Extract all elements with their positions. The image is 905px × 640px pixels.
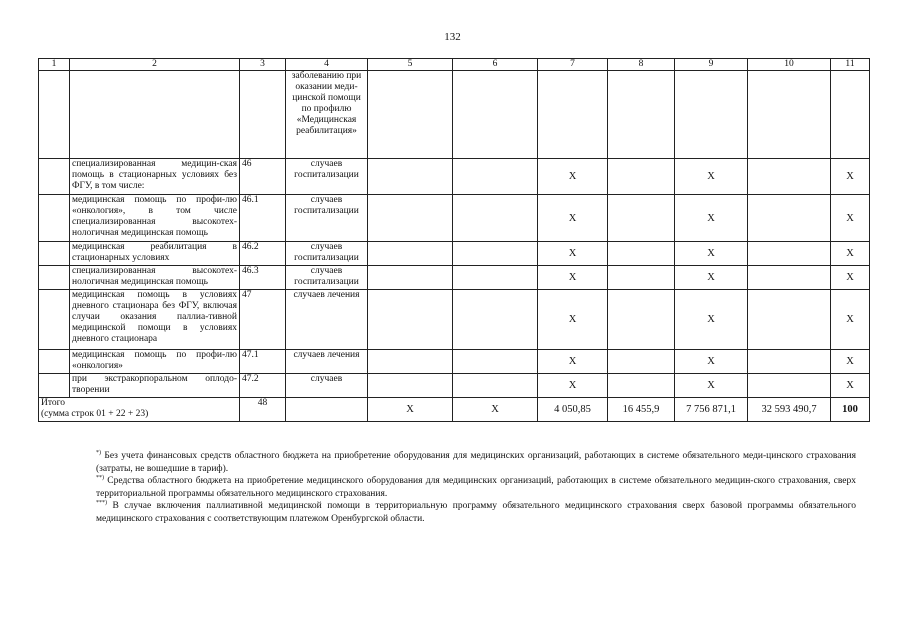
total-row bbox=[39, 398, 870, 422]
cell-col11: X bbox=[831, 159, 870, 195]
cell-col9: X bbox=[675, 195, 748, 242]
row-code: 47 bbox=[240, 290, 286, 350]
cell-col9: X bbox=[675, 374, 748, 398]
row-label: медицинская помощь по профи-лю «онкология», в том числе специализированная высокотех-нологичная медицинская помощь bbox=[70, 195, 240, 242]
cell-col7: X bbox=[538, 290, 608, 350]
financing-table bbox=[38, 58, 870, 422]
row-unit: заболеванию при оказании меди-цинской помощи по профилю «Медицинская реабилитация» bbox=[286, 71, 368, 159]
total-col5: X bbox=[368, 398, 453, 422]
header-row bbox=[39, 59, 870, 71]
table-row bbox=[39, 242, 870, 266]
row-label: медицинская реабилитация в стационарных условиях bbox=[70, 242, 240, 266]
cell-col11: X bbox=[831, 195, 870, 242]
col-header: 5 bbox=[368, 59, 453, 71]
footnote-3 bbox=[96, 500, 856, 525]
row-unit: случаев госпитализации bbox=[286, 159, 368, 195]
row-label: медицинская помощь по профи-лю «онкология» bbox=[70, 350, 240, 374]
col-header: 1 bbox=[39, 59, 70, 71]
total-col8: 16 455,9 bbox=[608, 398, 675, 422]
footnote-text: Средства областного бюджета на приобретение медицинского оборудования для медицинских организаций, работающих в системе обязательного медицин-ского страхования, сверх территориальной программы обязательного медицинского страхования. bbox=[96, 476, 856, 499]
page-number: 132 bbox=[444, 31, 461, 43]
total-sublabel: (сумма строк 01 + 22 + 23) bbox=[41, 409, 149, 419]
cell-col7: X bbox=[538, 195, 608, 242]
total-col7: 4 050,85 bbox=[538, 398, 608, 422]
table-row bbox=[39, 290, 870, 350]
cell-col7: X bbox=[538, 374, 608, 398]
footnote-text: Без учета финансовых средств областного бюджета на приобретение оборудования для медицинских организаций, работающих в системе обязательного меди-цинского страхования (затраты, не вошедшие в тариф). bbox=[96, 451, 856, 474]
table-row bbox=[39, 266, 870, 290]
row-unit: случаев bbox=[286, 374, 368, 398]
row-label: специализированная высокотех-нологичная медицинская помощь bbox=[70, 266, 240, 290]
cell-col9 bbox=[675, 71, 748, 159]
total-code: 48 bbox=[240, 398, 286, 422]
row-code: 46 bbox=[240, 159, 286, 195]
total-label: Итого bbox=[41, 398, 66, 408]
row-code: 47.2 bbox=[240, 374, 286, 398]
cell-col11: X bbox=[831, 290, 870, 350]
cell-col9: X bbox=[675, 350, 748, 374]
col-header: 9 bbox=[675, 59, 748, 71]
row-code: 47.1 bbox=[240, 350, 286, 374]
row-unit: случаев госпитализации bbox=[286, 266, 368, 290]
total-col11: 100 bbox=[831, 398, 870, 422]
row-unit: случаев госпитализации bbox=[286, 195, 368, 242]
cell-col9: X bbox=[675, 159, 748, 195]
col-header: 8 bbox=[608, 59, 675, 71]
cell-col9: X bbox=[675, 290, 748, 350]
total-col9: 7 756 871,1 bbox=[675, 398, 748, 422]
footnote-2 bbox=[96, 475, 856, 500]
row-unit: случаев госпитализации bbox=[286, 242, 368, 266]
col-header: 2 bbox=[70, 59, 240, 71]
footnotes bbox=[96, 450, 856, 525]
cell-col11 bbox=[831, 71, 870, 159]
cell-col7: X bbox=[538, 242, 608, 266]
cell-col9: X bbox=[675, 266, 748, 290]
row-unit: случаев лечения bbox=[286, 290, 368, 350]
row-code bbox=[240, 71, 286, 159]
table-row bbox=[39, 71, 870, 159]
cell-col7: X bbox=[538, 159, 608, 195]
footnote-mark: **) bbox=[96, 474, 104, 481]
col-header: 3 bbox=[240, 59, 286, 71]
cell-col11: X bbox=[831, 242, 870, 266]
row-code: 46.1 bbox=[240, 195, 286, 242]
table-row bbox=[39, 159, 870, 195]
total-col6: X bbox=[453, 398, 538, 422]
col-header: 6 bbox=[453, 59, 538, 71]
cell-col7: X bbox=[538, 350, 608, 374]
footnote-text: В случае включения паллиативной медицинской помощи в территориальную программу обязательного медицинского страхования сверх базовой программы обязательного медицинского страхования с соответствующим платежом Оренбургской области. bbox=[96, 501, 856, 524]
cell-col11: X bbox=[831, 350, 870, 374]
total-label-cell bbox=[39, 398, 240, 422]
row-unit: случаев лечения bbox=[286, 350, 368, 374]
table-row bbox=[39, 374, 870, 398]
cell-col7 bbox=[538, 71, 608, 159]
footnote-mark: ***) bbox=[96, 499, 107, 506]
table-row bbox=[39, 350, 870, 374]
table-row bbox=[39, 195, 870, 242]
cell-col9: X bbox=[675, 242, 748, 266]
col-header: 10 bbox=[748, 59, 831, 71]
footnote-1 bbox=[96, 450, 856, 475]
cell-col11: X bbox=[831, 374, 870, 398]
col-header: 7 bbox=[538, 59, 608, 71]
row-label bbox=[70, 71, 240, 159]
col-header: 11 bbox=[831, 59, 870, 71]
footnote-mark: *) bbox=[96, 449, 101, 456]
total-col10: 32 593 490,7 bbox=[748, 398, 831, 422]
row-label: медицинская помощь в условиях дневного стационара без ФГУ, включая случаи оказания паллиа-тивной медицинской помощи в условиях дневного стационара bbox=[70, 290, 240, 350]
row-label: специализированная медицин-ская помощь в стационарных условиях без ФГУ, в том числе: bbox=[70, 159, 240, 195]
col-header: 4 bbox=[286, 59, 368, 71]
row-code: 46.3 bbox=[240, 266, 286, 290]
cell-col7: X bbox=[538, 266, 608, 290]
row-code: 46.2 bbox=[240, 242, 286, 266]
row-label: при экстракорпоральном оплодо-творении bbox=[70, 374, 240, 398]
cell-col11: X bbox=[831, 266, 870, 290]
